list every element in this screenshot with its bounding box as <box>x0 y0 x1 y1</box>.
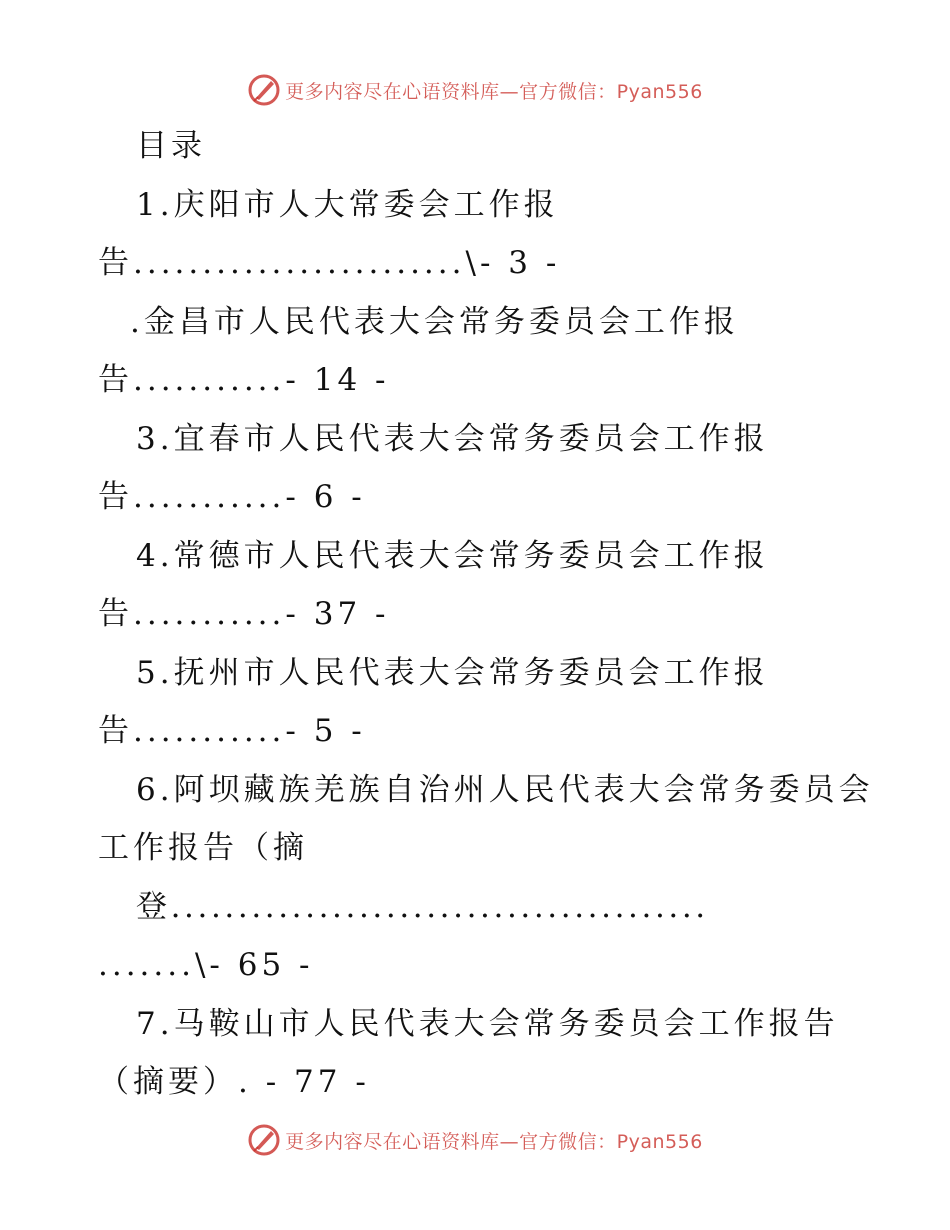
toc-line: 登........................................ <box>136 889 709 925</box>
toc-line: 5.抚州市人民代表大会常务委员会工作报 <box>136 655 769 691</box>
toc-line: 1.庆阳市人大常委会工作报 <box>136 187 559 223</box>
toc-line: .......\- 65 - <box>98 947 314 983</box>
toc-line: （摘要）. - 77 - <box>98 1064 370 1100</box>
quill-logo-icon <box>247 1123 281 1157</box>
toc-line: 6.阿坝藏族羌族自治州人民代表大会常务委员会 <box>136 772 874 808</box>
toc-line: 告........................\- 3 - <box>98 245 561 281</box>
toc-line: 7.马鞍山市人民代表大会常务委员会工作报告 <box>136 1006 839 1042</box>
toc-line: 告...........- 14 - <box>98 362 390 398</box>
toc-line: .金昌市人民代表大会常务委员会工作报 <box>130 304 739 340</box>
toc-line: 工作报告（摘 <box>98 830 308 866</box>
toc-line: 告...........- 5 - <box>98 713 366 749</box>
toc-line: 告...........- 37 - <box>98 596 390 632</box>
banner-text: 更多内容尽在心语资料库—官方微信：Pyan556 <box>285 80 703 103</box>
header-watermark-banner <box>0 70 950 110</box>
footer-watermark-banner <box>0 1120 950 1160</box>
toc-heading: 目录 <box>136 128 206 164</box>
toc-line: 3.宜春市人民代表大会常务委员会工作报 <box>136 421 769 457</box>
quill-logo-icon <box>247 73 281 107</box>
banner-text: 更多内容尽在心语资料库—官方微信：Pyan556 <box>285 1130 703 1153</box>
toc-line: 4.常德市人民代表大会常务委员会工作报 <box>136 538 769 574</box>
toc-line: 告...........- 6 - <box>98 479 366 515</box>
